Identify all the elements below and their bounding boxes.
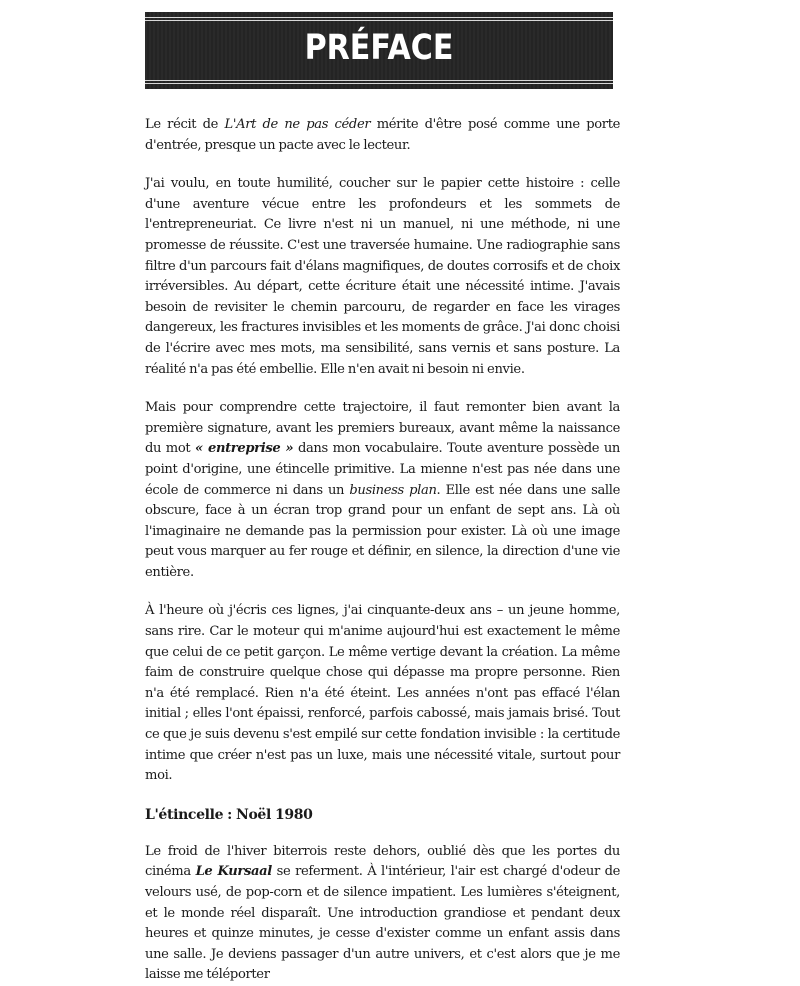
paragraph-5: Le froid de l'hiver biterrois reste dehors, oublié dès que les portes du cinéma Le Kursaal se referment. À l'intérieur, l'air est chargé d'odeur de velours usé, de pop-corn et de silence impatient. Les lumières s'éteignent, et le monde réel disparaît. Une introduction grandiose et pendant deux heures et quinze minutes, je cesse d'exister comme un enfant assis dans une salle. Je deviens passager d'un autre univers, et c'est alors que je me laisse me téléporter xyxy=(145,843,621,983)
emphasis-entreprise: « entreprise » xyxy=(195,441,294,457)
chapter-title: PRÉFACE xyxy=(304,28,454,68)
paragraph-1: Le récit de L'Art de ne pas céder mérite d'être posé comme une porte d'entrée, presque un pacte avec le lecteur. xyxy=(145,117,621,153)
book-title: L'Art de ne pas céder xyxy=(224,117,371,132)
body-text xyxy=(145,115,620,986)
cinema-name: Le Kursaal xyxy=(195,864,272,880)
chapter-banner xyxy=(145,12,613,89)
paragraph-4: À l'heure où j'écris ces lignes, j'ai cinquante-deux ans – un jeune homme, sans rire. Car le moteur qui m'anime aujourd'hui est exactement le même que celui de ce petit garçon. Le même vertige devant la création. La même faim de construire quelque chose qui dépasse ma propre personne. Rien n'a été remplacé. Rien n'a été éteint. Les années n'ont pas effacé l'élan initial ; elles l'ont épaissi, renforcé, parfois cabossé, mais jamais brisé. Tout ce que je suis devenu s'est empilé sur cette fondation invisible : la certitude intime que créer n'est pas un luxe, mais une nécessité vitale, surtout pour moi. xyxy=(145,603,620,784)
banner-top-rule xyxy=(145,17,613,21)
paragraph-3: Mais pour comprendre cette trajectoire, il faut remonter bien avant la première signature, avant les premiers bureaux, avant même la naissance du mot « entreprise » dans mon vocabulaire. Toute aventure possède un point d'origine, une étincelle primitive. La mienne n'est pas née dans une école de commerce ni dans un business plan. Elle est née dans une salle obscure, face à un écran trop grand pour un enfant de sept ans. Là où l'imaginaire ne demande pas la permission pour exister. Là où une image peut vous marquer au fer rouge et définir, en silence, la direction d'une vie entière. xyxy=(145,400,621,580)
section-heading: L'étincelle : Noël 1980 xyxy=(145,806,313,823)
paragraph-2: J'ai voulu, en toute humilité, coucher sur le papier cette histoire : celle d'une aventure vécue entre les profondeurs et les sommets de l'entrepreneuriat. Ce livre n'est ni un manuel, ni une méthode, ni une promesse de réussite. C'est une traversée humaine. Une radiographie sans filtre d'un parcours fait d'élans magnifiques, de doutes corrosifs et de choix irréversibles. Au départ, cette écriture était une nécessité intime. J'avais besoin de revisiter le chemin parcouru, de regarder en face les virages dangereux, les fractures invisibles et les moments de grâce. J'ai donc choisi de l'écrire avec mes mots, ma sensibilité, sans vernis et sans posture. La réalité n'a pas été embellie. Elle n'en avait ni besoin ni envie. xyxy=(145,176,620,377)
banner-bottom-rule xyxy=(145,80,613,84)
emphasis-business-plan: business plan xyxy=(349,482,437,498)
